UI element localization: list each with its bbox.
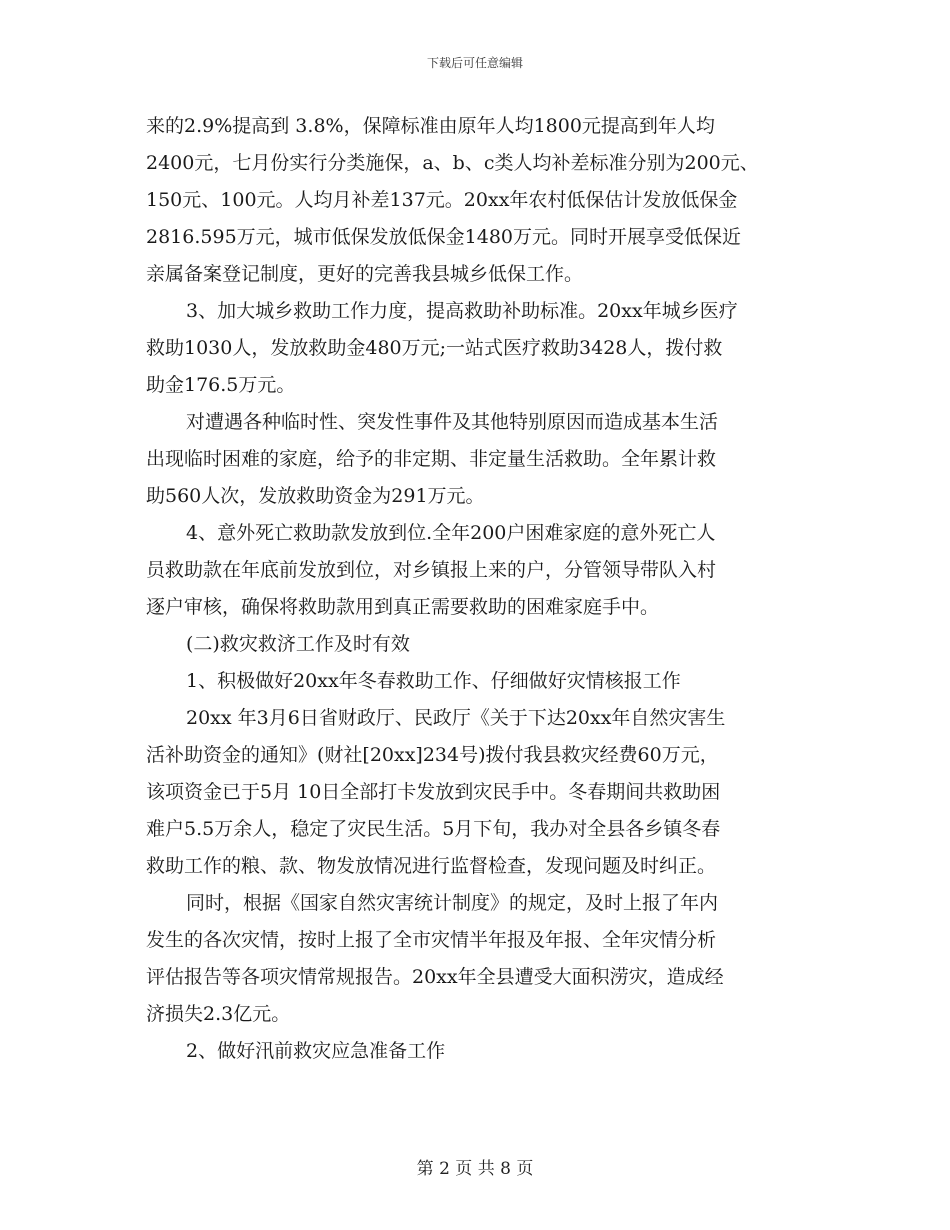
text-line: 活补助资金的通知》(财社[20xx]234号)拨付我县救灾经费60万元，: [146, 744, 719, 766]
text-line: 助金176.5万元。: [146, 374, 296, 396]
text-line: 出现临时困难的家庭，给予的非定期、非定量生活救助。全年累计救: [146, 448, 717, 470]
subsection-heading: 2、做好汛前救灾应急准备工作: [186, 1040, 446, 1062]
document-body: [146, 108, 818, 1070]
text-line: 发生的各次灾情，按时上报了全市灾情半年报及年报、全年灾情分析: [146, 929, 717, 951]
text-line: 救助工作的粮、款、物发放情况进行监督检查，发现问题及时纠正。: [146, 855, 717, 877]
text-line: 助560人次，发放救助资金为291万元。: [146, 485, 485, 507]
text-line: 难户5.5万余人，稳定了灾民生活。5月下旬，我办对全县各乡镇冬春: [146, 818, 721, 840]
text-line: 评估报告等各项灾情常规报告。20xx年全县遭受大面积涝灾，造成经: [146, 966, 724, 988]
text-line: 亲属备案登记制度，更好的完善我县城乡低保工作。: [146, 263, 584, 285]
paragraph-start-line: 对遭遇各种临时性、突发性事件及其他特别原因而造成基本生活: [186, 411, 719, 433]
text-line: 2400元，七月份实行分类施保，a、b、c类人均补差标准分别为200元、: [146, 152, 759, 174]
text-line: 来的2.9%提高到 3.8%，保障标准由原年人均1800元提高到年人均: [146, 115, 715, 137]
text-line: 逐户审核，确保将救助款用到真正需要救助的困难家庭手中。: [146, 596, 660, 618]
text-line: 救助1030人，发放救助金480万元;一站式医疗救助3428人，拨付救: [146, 337, 723, 359]
text-line: 2816.595万元，城市低保发放低保金1480万元。同时开展享受低保近: [146, 226, 742, 248]
text-line: 该项资金已于5月 10日全部打卡发放到灾民手中。冬春期间共救助困: [146, 781, 721, 803]
text-line: 济损失2.3亿元。: [146, 1003, 291, 1025]
text-line: 员救助款在年底前发放到位，对乡镇报上来的户，分管领导带队入村: [146, 559, 717, 581]
paragraph-start-line: 3、加大城乡救助工作力度，提高救助补助标准。20xx年城乡医疗: [186, 300, 738, 322]
paragraph-start-line: 同时，根据《国家自然灾害统计制度》的规定，及时上报了年内: [186, 892, 719, 914]
subsection-heading: 1、积极做好20xx年冬春救助工作、仔细做好灾情核报工作: [186, 670, 681, 692]
paragraph-start-line: 4、意外死亡救助款发放到位.全年200户困难家庭的意外死亡人: [186, 522, 716, 544]
section-heading: (二)救灾救济工作及时有效: [186, 633, 410, 655]
paragraph-start-line: 20xx 年3月6日省财政厅、民政厅《关于下达20xx年自然灾害生: [186, 707, 726, 729]
page-header: 下载后可任意编辑: [426, 56, 523, 70]
page-number-footer: 第 2 页 共 8 页: [416, 1159, 534, 1179]
text-line: 150元、100元。人均月补差137元。20xx年农村低保估计发放低保金: [146, 189, 738, 211]
